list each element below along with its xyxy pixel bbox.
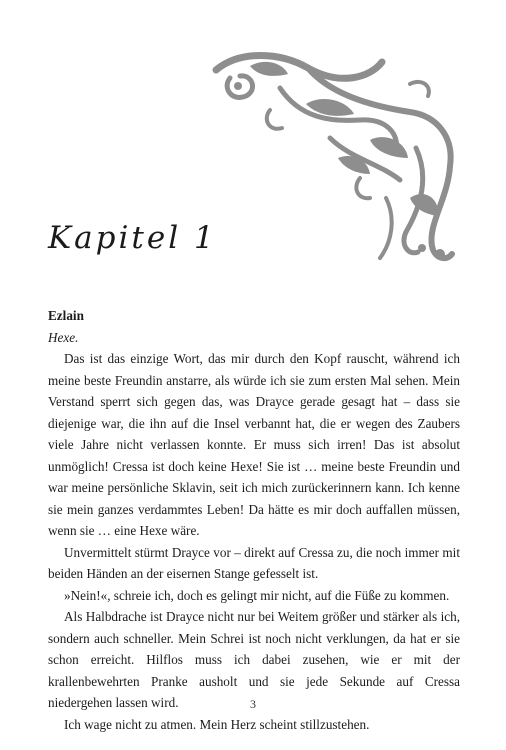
- paragraph: »Nein!«, schreie ich, doch es gelingt mir nicht, auf die Füße zu kommen.: [64, 587, 450, 603]
- section-speaker: Ezlain: [48, 308, 84, 323]
- section-first-line: Hexe.: [48, 329, 79, 345]
- chapter-title: Kapitel 1: [48, 220, 217, 256]
- page-number: 3: [250, 697, 256, 711]
- flourish-corner-ornament-icon: [210, 48, 460, 266]
- paragraph: Unvermittelt stürmt Drayce vor – direkt auf Cressa zu, die noch immer mit beiden Händen an der eisernen Stange gefesselt ist.: [48, 544, 460, 581]
- paragraph: Als Halbdrache ist Drayce nicht nur bei Weitem größer und stärker als ich, sondern auch schneller. Mein Schrei ist noch nicht verklungen, da hat er sie schon erreicht. Hilflos muss ich dabei zusehen, wie er mit der krallenbewehrten Pranke ausholt und sie jede Sekunde auf Cressa niedergehen lassen wird.: [48, 609, 460, 710]
- paragraph: Ich wage nicht zu atmen. Mein Herz scheint stillzustehen.: [64, 716, 370, 732]
- chapter-body: [48, 305, 460, 735]
- paragraph: Das ist das einzige Wort, das mir durch den Kopf rauscht, während ich meine beste Freundin anstarre, als würde ich sie zum ersten Mal sehen. Mein Verstand sperrt sich gegen das, was Drayce gerade gesagt hat – dass sie diejenige war, die ihn auf die Insel verbannt hat, die er wegen des Zaubers viele Jahre nicht verlassen konnte. Er muss sich irren! Das ist absolut unmöglich! Cressa ist doch keine Hexe! Sie ist … meine beste Freundin und war meine persönliche Sklavin, seit ich mich zurückerinnern kann. Ich kenne sie mein ganzes verdammtes Leben! Da hätte es mir doch auffallen müssen, wenn sie … eine Hexe wäre.: [48, 351, 460, 538]
